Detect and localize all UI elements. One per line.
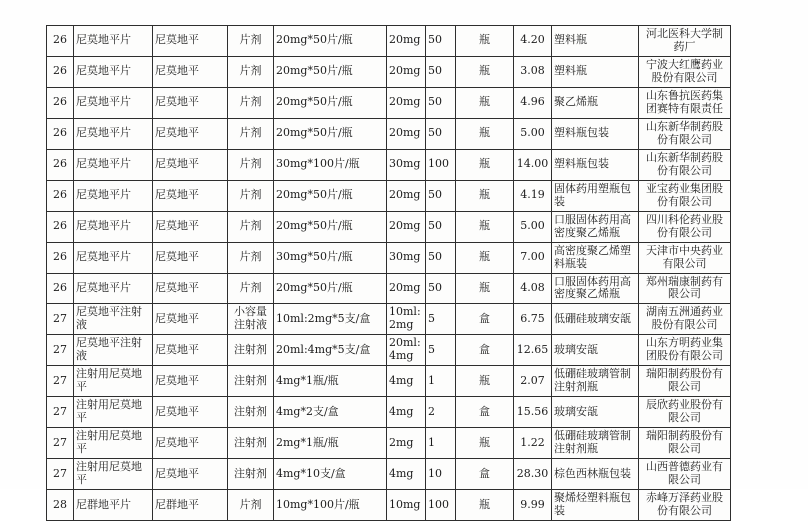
- cell-price: 14.00: [514, 149, 552, 180]
- cell-spec: 4mg*10支/盒: [274, 459, 387, 490]
- cell-form: 注射剂: [228, 335, 274, 366]
- cell-mfr: 赤峰万泽药业股份有限公司: [639, 490, 731, 521]
- cell-no: 26: [47, 242, 74, 273]
- cell-qty: 100: [426, 149, 456, 180]
- cell-mfr: 山东新华制药股份有限公司: [639, 149, 731, 180]
- cell-price: 5.00: [514, 211, 552, 242]
- cell-unit: 盒: [456, 304, 514, 335]
- table-row: [47, 149, 731, 180]
- table-row: [47, 397, 731, 428]
- cell-pack: 玻璃安瓿: [552, 397, 639, 428]
- cell-qty: 50: [426, 242, 456, 273]
- cell-name: 注射用尼莫地平: [74, 428, 153, 459]
- cell-price: 4.96: [514, 87, 552, 118]
- cell-form: 片剂: [228, 242, 274, 273]
- cell-name: 尼莫地平片: [74, 56, 153, 87]
- cell-generic: 尼群地平: [153, 490, 228, 521]
- cell-dose: 20mg: [387, 180, 426, 211]
- cell-name: 尼群地平片: [74, 490, 153, 521]
- table-row: [47, 87, 731, 118]
- cell-dose: 10ml:2mg: [387, 304, 426, 335]
- cell-dose: 20mg: [387, 26, 426, 57]
- cell-dose: 20mg: [387, 273, 426, 304]
- table-row: [47, 304, 731, 335]
- cell-pack: 高密度聚乙烯塑料瓶装: [552, 242, 639, 273]
- cell-spec: 2mg*1瓶/瓶: [274, 428, 387, 459]
- cell-no: 27: [47, 459, 74, 490]
- cell-unit: 瓶: [456, 118, 514, 149]
- cell-price: 7.00: [514, 242, 552, 273]
- cell-generic: 尼莫地平: [153, 180, 228, 211]
- cell-no: 26: [47, 87, 74, 118]
- table-row: [47, 26, 731, 57]
- cell-name: 尼莫地平片: [74, 180, 153, 211]
- cell-price: 1.22: [514, 428, 552, 459]
- cell-no: 26: [47, 149, 74, 180]
- cell-qty: 1: [426, 428, 456, 459]
- cell-no: 26: [47, 56, 74, 87]
- drug-price-table: [46, 25, 731, 521]
- cell-unit: 瓶: [456, 242, 514, 273]
- cell-name: 尼莫地平片: [74, 273, 153, 304]
- cell-no: 27: [47, 335, 74, 366]
- cell-mfr: 山西普德药业有限公司: [639, 459, 731, 490]
- cell-mfr: 山东鲁抗医药集团赛特有限责任: [639, 87, 731, 118]
- cell-price: 15.56: [514, 397, 552, 428]
- cell-qty: 1: [426, 366, 456, 397]
- cell-mfr: 辰欣药业股份有限公司: [639, 397, 731, 428]
- cell-unit: 瓶: [456, 56, 514, 87]
- cell-name: 尼莫地平片: [74, 149, 153, 180]
- cell-no: 27: [47, 304, 74, 335]
- cell-generic: 尼莫地平: [153, 428, 228, 459]
- cell-form: 片剂: [228, 87, 274, 118]
- cell-spec: 10mg*100片/瓶: [274, 490, 387, 521]
- cell-generic: 尼莫地平: [153, 304, 228, 335]
- table-row: [47, 56, 731, 87]
- cell-unit: 瓶: [456, 149, 514, 180]
- cell-spec: 4mg*1瓶/瓶: [274, 366, 387, 397]
- cell-no: 26: [47, 211, 74, 242]
- table-row: [47, 459, 731, 490]
- cell-generic: 尼莫地平: [153, 335, 228, 366]
- cell-unit: 瓶: [456, 273, 514, 304]
- cell-pack: 口服固体药用高密度聚乙烯瓶: [552, 273, 639, 304]
- cell-dose: 4mg: [387, 397, 426, 428]
- cell-name: 尼莫地平片: [74, 211, 153, 242]
- cell-name: 尼莫地平注射液: [74, 304, 153, 335]
- cell-form: 注射剂: [228, 428, 274, 459]
- cell-generic: 尼莫地平: [153, 273, 228, 304]
- cell-pack: 低硼硅玻璃安瓿: [552, 304, 639, 335]
- table-row: [47, 273, 731, 304]
- cell-qty: 100: [426, 490, 456, 521]
- cell-form: 片剂: [228, 118, 274, 149]
- cell-no: 27: [47, 397, 74, 428]
- cell-mfr: 亚宝药业集团股份有限公司: [639, 180, 731, 211]
- cell-spec: 20mg*50片/瓶: [274, 118, 387, 149]
- cell-mfr: 山东新华制药股份有限公司: [639, 118, 731, 149]
- cell-qty: 50: [426, 56, 456, 87]
- cell-dose: 20mg: [387, 56, 426, 87]
- cell-price: 28.30: [514, 459, 552, 490]
- cell-form: 注射剂: [228, 397, 274, 428]
- cell-unit: 盒: [456, 335, 514, 366]
- table-row: [47, 242, 731, 273]
- cell-name: 尼莫地平片: [74, 87, 153, 118]
- cell-generic: 尼莫地平: [153, 118, 228, 149]
- cell-form: 片剂: [228, 56, 274, 87]
- cell-price: 4.08: [514, 273, 552, 304]
- cell-no: 26: [47, 273, 74, 304]
- cell-qty: 5: [426, 304, 456, 335]
- cell-spec: 20mg*50片/瓶: [274, 56, 387, 87]
- cell-name: 尼莫地平注射液: [74, 335, 153, 366]
- cell-unit: 瓶: [456, 180, 514, 211]
- cell-unit: 瓶: [456, 211, 514, 242]
- table-row: [47, 490, 731, 521]
- cell-pack: 玻璃安瓿: [552, 335, 639, 366]
- cell-pack: 低硼硅玻璃管制注射剂瓶: [552, 428, 639, 459]
- table-row: [47, 180, 731, 211]
- cell-mfr: 宁波大红鹰药业股份有限公司: [639, 56, 731, 87]
- cell-unit: 瓶: [456, 26, 514, 57]
- cell-form: 片剂: [228, 211, 274, 242]
- cell-spec: 10ml:2mg*5支/盒: [274, 304, 387, 335]
- cell-generic: 尼莫地平: [153, 459, 228, 490]
- cell-pack: 塑料瓶包装: [552, 118, 639, 149]
- cell-dose: 20ml:4mg: [387, 335, 426, 366]
- cell-pack: 固体药用塑瓶包装: [552, 180, 639, 211]
- cell-price: 9.99: [514, 490, 552, 521]
- cell-price: 5.00: [514, 118, 552, 149]
- cell-pack: 口服固体药用高密度聚乙烯瓶: [552, 211, 639, 242]
- cell-mfr: 四川科伦药业股份有限公司: [639, 211, 731, 242]
- cell-mfr: 湖南五洲通药业股份有限公司: [639, 304, 731, 335]
- cell-qty: 50: [426, 26, 456, 57]
- cell-spec: 30mg*100片/瓶: [274, 149, 387, 180]
- cell-no: 26: [47, 118, 74, 149]
- cell-generic: 尼莫地平: [153, 56, 228, 87]
- cell-price: 12.65: [514, 335, 552, 366]
- cell-unit: 瓶: [456, 87, 514, 118]
- drug-table-body: [47, 26, 731, 521]
- cell-pack: 塑料瓶: [552, 26, 639, 57]
- cell-name: 尼莫地平片: [74, 26, 153, 57]
- cell-form: 片剂: [228, 180, 274, 211]
- cell-name: 注射用尼莫地平: [74, 366, 153, 397]
- cell-pack: 塑料瓶: [552, 56, 639, 87]
- cell-spec: 20mg*50片/瓶: [274, 87, 387, 118]
- cell-generic: 尼莫地平: [153, 26, 228, 57]
- cell-spec: 20mg*50片/瓶: [274, 211, 387, 242]
- cell-spec: 30mg*50片/瓶: [274, 242, 387, 273]
- cell-spec: 4mg*2支/盒: [274, 397, 387, 428]
- cell-pack: 棕色西林瓶包装: [552, 459, 639, 490]
- cell-dose: 20mg: [387, 211, 426, 242]
- cell-qty: 50: [426, 180, 456, 211]
- cell-qty: 5: [426, 335, 456, 366]
- cell-dose: 20mg: [387, 87, 426, 118]
- cell-generic: 尼莫地平: [153, 87, 228, 118]
- cell-unit: 瓶: [456, 366, 514, 397]
- cell-no: 26: [47, 180, 74, 211]
- cell-form: 小容量注射液: [228, 304, 274, 335]
- cell-qty: 50: [426, 211, 456, 242]
- cell-no: 26: [47, 26, 74, 57]
- table-row: [47, 335, 731, 366]
- cell-mfr: 河北医科大学制药厂: [639, 26, 731, 57]
- cell-qty: 50: [426, 118, 456, 149]
- cell-pack: 低硼硅玻璃管制注射剂瓶: [552, 366, 639, 397]
- cell-form: 注射剂: [228, 459, 274, 490]
- cell-generic: 尼莫地平: [153, 149, 228, 180]
- cell-form: 片剂: [228, 26, 274, 57]
- cell-name: 注射用尼莫地平: [74, 397, 153, 428]
- cell-pack: 聚乙烯瓶: [552, 87, 639, 118]
- table-row: [47, 366, 731, 397]
- cell-dose: 4mg: [387, 366, 426, 397]
- cell-unit: 盒: [456, 397, 514, 428]
- cell-name: 尼莫地平片: [74, 242, 153, 273]
- cell-qty: 50: [426, 273, 456, 304]
- cell-generic: 尼莫地平: [153, 242, 228, 273]
- table-row: [47, 118, 731, 149]
- cell-form: 注射剂: [228, 366, 274, 397]
- cell-generic: 尼莫地平: [153, 397, 228, 428]
- cell-dose: 4mg: [387, 459, 426, 490]
- cell-form: 片剂: [228, 273, 274, 304]
- cell-pack: 塑料瓶包装: [552, 149, 639, 180]
- cell-mfr: 瑞阳制药股份有限公司: [639, 366, 731, 397]
- cell-name: 注射用尼莫地平: [74, 459, 153, 490]
- cell-mfr: 郑州瑞康制药有限公司: [639, 273, 731, 304]
- cell-price: 4.19: [514, 180, 552, 211]
- cell-no: 27: [47, 366, 74, 397]
- cell-price: 2.07: [514, 366, 552, 397]
- cell-qty: 2: [426, 397, 456, 428]
- cell-dose: 20mg: [387, 118, 426, 149]
- cell-name: 尼莫地平片: [74, 118, 153, 149]
- cell-dose: 2mg: [387, 428, 426, 459]
- table-row: [47, 428, 731, 459]
- cell-generic: 尼莫地平: [153, 366, 228, 397]
- cell-mfr: 瑞阳制药股份有限公司: [639, 428, 731, 459]
- cell-price: 4.20: [514, 26, 552, 57]
- cell-mfr: 天津市中央药业有限公司: [639, 242, 731, 273]
- cell-dose: 30mg: [387, 149, 426, 180]
- table-row: [47, 211, 731, 242]
- cell-price: 3.08: [514, 56, 552, 87]
- cell-qty: 10: [426, 459, 456, 490]
- cell-spec: 20mg*50片/瓶: [274, 26, 387, 57]
- cell-unit: 瓶: [456, 490, 514, 521]
- cell-form: 片剂: [228, 490, 274, 521]
- cell-dose: 30mg: [387, 242, 426, 273]
- cell-qty: 50: [426, 87, 456, 118]
- cell-unit: 盒: [456, 459, 514, 490]
- cell-price: 6.75: [514, 304, 552, 335]
- cell-unit: 瓶: [456, 428, 514, 459]
- cell-spec: 20mg*50片/瓶: [274, 273, 387, 304]
- cell-spec: 20mg*50片/瓶: [274, 180, 387, 211]
- cell-generic: 尼莫地平: [153, 211, 228, 242]
- cell-pack: 聚烯烃塑料瓶包装: [552, 490, 639, 521]
- cell-no: 27: [47, 428, 74, 459]
- cell-spec: 20ml:4mg*5支/盒: [274, 335, 387, 366]
- cell-form: 片剂: [228, 149, 274, 180]
- cell-no: 28: [47, 490, 74, 521]
- cell-dose: 10mg: [387, 490, 426, 521]
- cell-mfr: 山东方明药业集团股份有限公司: [639, 335, 731, 366]
